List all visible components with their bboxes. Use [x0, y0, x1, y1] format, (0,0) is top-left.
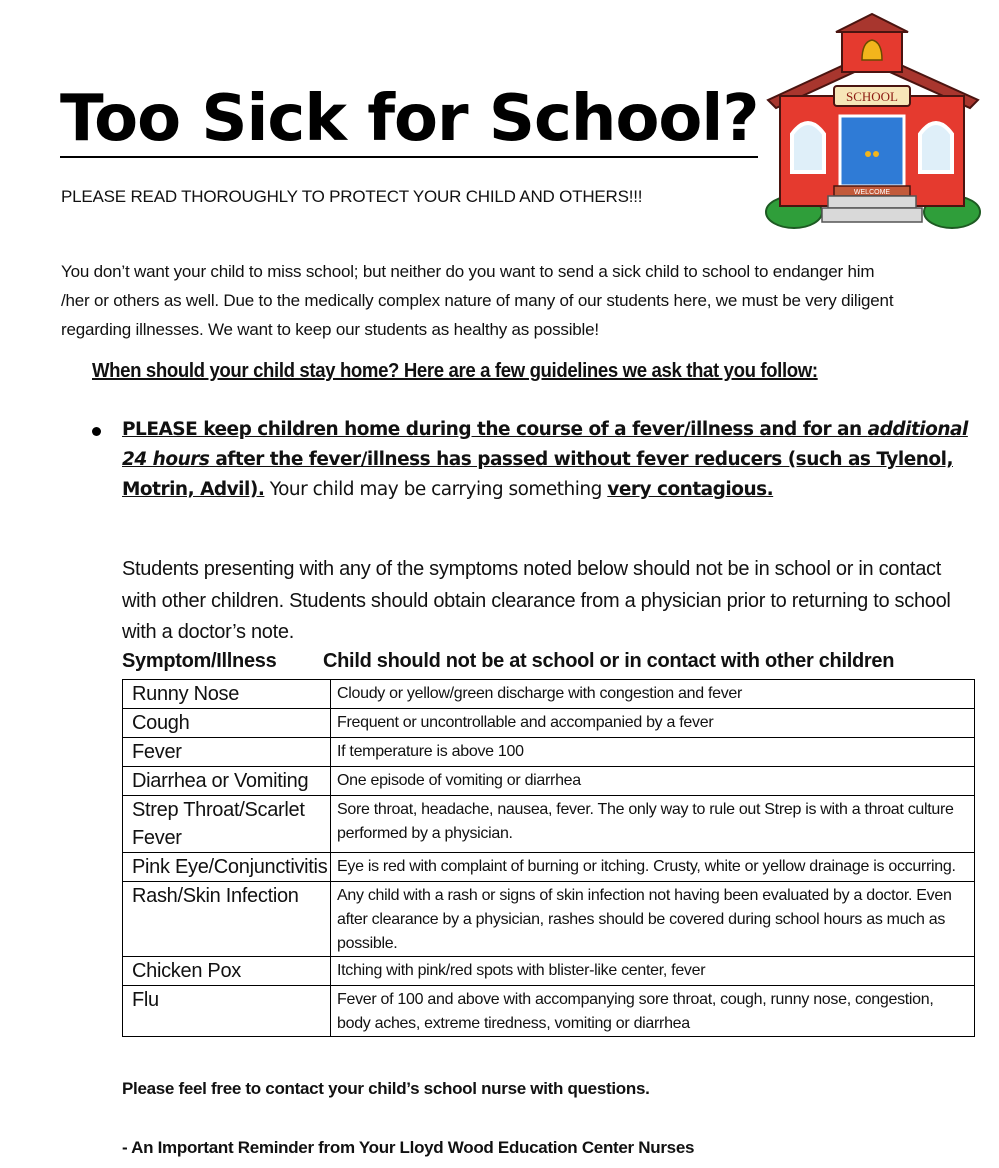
step-text: WELCOME — [853, 189, 891, 196]
symptom-cell: Flu — [123, 986, 331, 1037]
intro-paragraph — [61, 257, 981, 344]
table-row — [123, 853, 975, 882]
students-paragraph — [122, 554, 982, 649]
door — [840, 116, 904, 186]
condition-cell: Any child with a rash or signs of skin infection not having been evaluated by a doctor. Even after clearance by a physician, rashes should be covered during school hours as much as possible. — [331, 882, 975, 957]
symptom-cell: Cough — [123, 709, 331, 738]
condition-cell: If temperature is above 100 — [331, 738, 975, 767]
students-line: with other children. Students should obtain clearance from a physician prior to returning to school — [122, 589, 951, 612]
table-row — [123, 986, 975, 1037]
symptom-cell: Strep Throat/Scarlet Fever — [123, 796, 331, 853]
bullet-part: PLEASE keep children home during the course of a fever/illness and for an — [122, 419, 868, 440]
table-row — [123, 680, 975, 709]
condition-cell: Sore throat, headache, nausea, fever. The only way to rule out Strep is with a throat culture performed by a physician. — [331, 796, 975, 853]
right-window — [920, 123, 952, 172]
step-shape — [822, 208, 922, 222]
window-shape — [792, 123, 824, 172]
guidelines-heading: When should your child stay home? Here are a few guidelines we ask that you follow: — [92, 360, 818, 382]
contact-note: Please feel free to contact your child’s school nurse with questions. — [122, 1079, 650, 1098]
sign-text: SCHOOL — [845, 89, 899, 104]
condition-cell: Eye is red with complaint of burning or itching. Crusty, white or yellow drainage is occurring. — [331, 853, 975, 882]
condition-column-header: Child should not be at school or in contact with other children — [323, 650, 895, 672]
symptom-cell: Pink Eye/Conjunctivitis — [123, 853, 331, 882]
table-row — [123, 709, 975, 738]
subtitle: PLEASE READ THOROUGHLY TO PROTECT YOUR CHILD AND OTHERS!!! — [61, 187, 643, 206]
table-row — [123, 882, 975, 957]
intro-line: You don’t want your child to miss school; but neither do you want to send a sick child to school to endanger him — [61, 262, 875, 281]
condition-cell: Cloudy or yellow/green discharge with congestion and fever — [331, 680, 975, 709]
students-line: Students presenting with any of the symptoms noted below should not be in school or in contact — [122, 558, 941, 580]
table-row — [123, 796, 975, 853]
table-row — [123, 957, 975, 986]
schoolhouse-illustration — [764, 12, 982, 232]
symptom-cell: Rash/Skin Infection — [123, 882, 331, 957]
bullet-part: very contagious. — [607, 479, 774, 500]
bullet-part: after the fever/illness has passed without fever reducers (such as Tylenol, Motrin, Advil). — [122, 449, 953, 500]
bullet-guideline — [122, 415, 972, 505]
title-underline — [60, 156, 758, 158]
intro-line: /her or others as well. Due to the medically complex nature of many of our students here, we must be very diligent — [61, 291, 894, 310]
condition-cell: Fever of 100 and above with accompanying sore throat, cough, runny nose, congestion, body aches, extreme tiredness, vomiting or diarrhea — [331, 986, 975, 1037]
tower-roof — [836, 14, 908, 32]
bullet-icon — [92, 427, 101, 436]
intro-line: regarding illnesses. We want to keep our students as healthy as possible! — [61, 320, 599, 339]
window-shape — [920, 123, 952, 172]
symptom-cell: Diarrhea or Vomiting — [123, 767, 331, 796]
condition-cell: Itching with pink/red spots with blister-like center, fever — [331, 957, 975, 986]
symptom-cell: Fever — [123, 738, 331, 767]
left-window — [792, 123, 824, 172]
bullet-part-emphasis: additional 24 hours — [122, 419, 968, 470]
table-row — [123, 767, 975, 796]
table-row — [123, 738, 975, 767]
door-panel — [840, 116, 904, 186]
symptom-column-header: Symptom/Illness — [122, 650, 277, 672]
symptom-cell: Runny Nose — [123, 680, 331, 709]
symptom-table — [122, 679, 975, 1037]
symptom-cell: Chicken Pox — [123, 957, 331, 986]
page-title: Too Sick for School? — [60, 82, 759, 156]
door-knob — [865, 151, 871, 157]
reminder-signoff: - An Important Reminder from Your Lloyd Wood Education Center Nurses — [122, 1138, 695, 1157]
bullet-part: Your child may be carrying something — [264, 479, 608, 500]
door-knob — [873, 151, 879, 157]
condition-cell: One episode of vomiting or diarrhea — [331, 767, 975, 796]
students-line: with a doctor’s note. — [122, 621, 294, 643]
step-shape — [828, 196, 916, 208]
condition-cell: Frequent or uncontrollable and accompanied by a fever — [331, 709, 975, 738]
bell-tower — [836, 14, 908, 72]
